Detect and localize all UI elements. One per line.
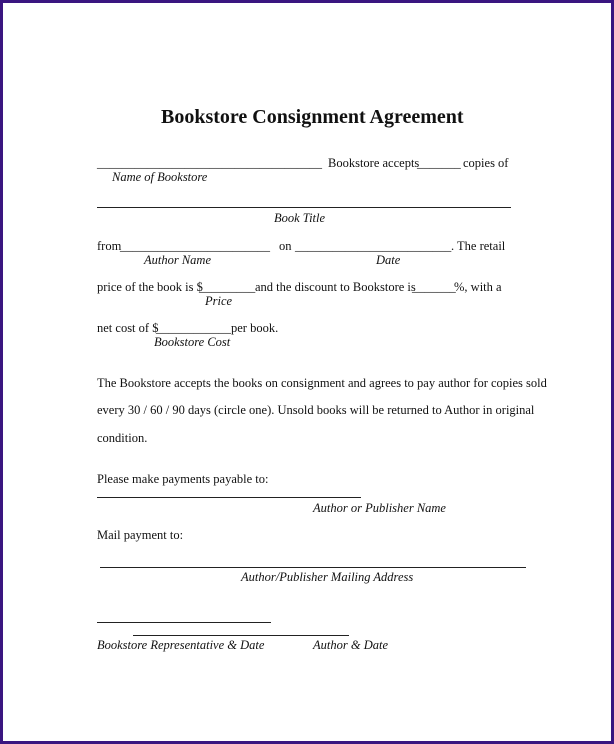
retail-text: . The retail bbox=[451, 239, 506, 253]
net-cost-blank: ____________ bbox=[156, 321, 231, 335]
percent-text: %, with a bbox=[454, 280, 502, 294]
mailing-address-line bbox=[100, 567, 526, 568]
payable-label: Please make payments payable to: bbox=[97, 472, 269, 486]
price-caption: Price bbox=[205, 294, 233, 308]
bookstore-cost-caption: Bookstore Cost bbox=[154, 335, 231, 349]
date-caption: Date bbox=[376, 253, 401, 267]
document-page bbox=[3, 3, 611, 741]
on-text: on bbox=[279, 239, 292, 253]
terms-line-2: every 30 / 60 / 90 days (circle one). Unsold books will be returned to Author in original bbox=[97, 403, 535, 417]
per-book-text: per book. bbox=[231, 321, 279, 335]
bookstore-name-caption: Name of Bookstore bbox=[112, 170, 208, 184]
payable-caption: Author or Publisher Name bbox=[313, 501, 446, 515]
author-signature-line bbox=[133, 635, 349, 636]
discount-blank: _______ bbox=[412, 280, 456, 294]
mailing-address-caption: Author/Publisher Mailing Address bbox=[241, 570, 414, 584]
price-text: price of the book is $ bbox=[97, 280, 203, 294]
copies-blank: _______ bbox=[417, 156, 461, 170]
accepts-text: Bookstore accepts bbox=[328, 156, 420, 170]
discount-text: and the discount to Bookstore is bbox=[255, 280, 416, 294]
terms-line-3: condition. bbox=[97, 431, 148, 445]
author-date-caption: Author & Date bbox=[313, 638, 388, 652]
book-title-caption: Book Title bbox=[274, 211, 326, 225]
payable-line bbox=[97, 497, 361, 498]
date-blank: _________________________ bbox=[295, 239, 452, 253]
author-name-blank: ________________________ bbox=[120, 239, 270, 253]
terms-line-1: The Bookstore accepts the books on consignment and agrees to pay author for copies sold bbox=[97, 376, 547, 390]
author-name-caption: Author Name bbox=[144, 253, 212, 267]
mail-label: Mail payment to: bbox=[97, 528, 184, 542]
from-text: from bbox=[97, 239, 122, 253]
net-cost-text: net cost of $ bbox=[97, 321, 159, 335]
book-title-line bbox=[97, 207, 511, 208]
document-title: Bookstore Consignment Agreement bbox=[161, 106, 464, 128]
price-blank: _________ bbox=[199, 280, 256, 294]
copies-of-text: copies of bbox=[463, 156, 509, 170]
representative-caption: Bookstore Representative & Date bbox=[97, 638, 265, 652]
bookstore-name-blank: ____________________________________ bbox=[97, 156, 322, 170]
representative-signature-line bbox=[97, 622, 271, 623]
